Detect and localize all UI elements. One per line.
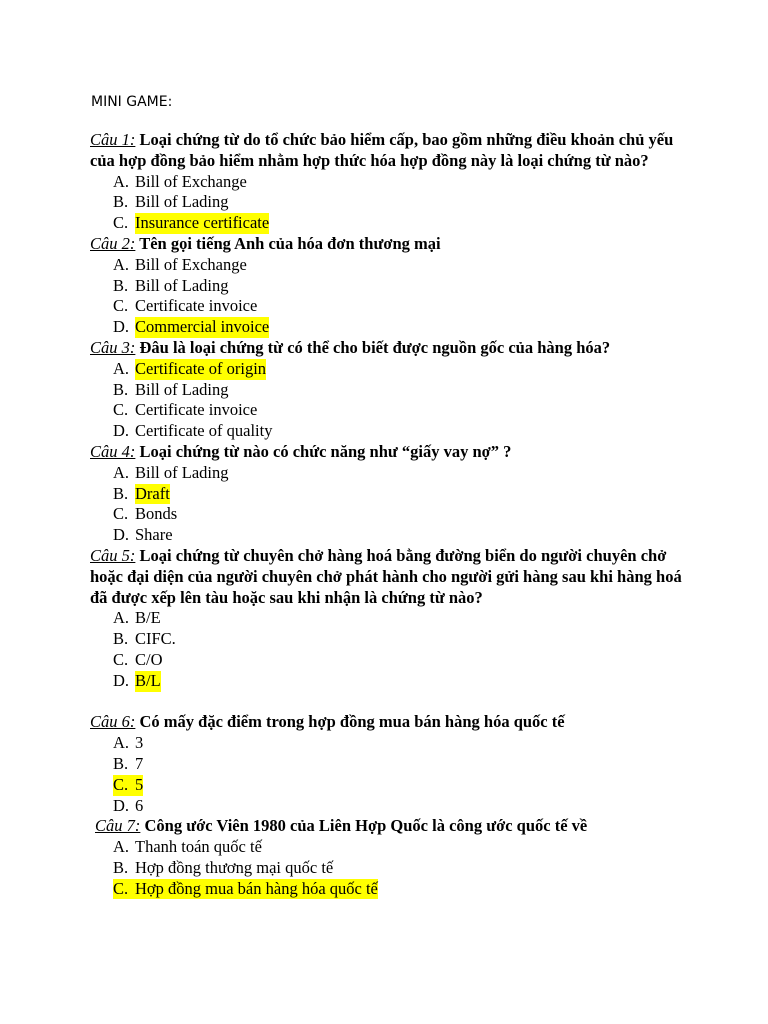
option-6a [90, 733, 690, 754]
question-4 [90, 442, 690, 546]
option-letter: D. [113, 670, 130, 690]
option-letter: A. [113, 462, 130, 482]
option-text: 6 [135, 795, 144, 815]
question-list [90, 130, 690, 899]
option-text: CIFC. [135, 629, 176, 649]
question-2-label: Câu 2: [90, 233, 136, 253]
option-letter: A. [113, 171, 130, 191]
option-5d-answer [90, 671, 690, 692]
option-4c [90, 504, 690, 525]
option-1a [90, 172, 690, 193]
option-letter: A. [113, 837, 130, 857]
option-4b-answer [90, 484, 690, 505]
option-text: Certificate of quality [135, 421, 273, 441]
option-letter-highlighted: C. [113, 879, 135, 900]
question-7-options [90, 837, 690, 899]
option-letter: B. [113, 753, 129, 773]
option-letter-highlighted: C. [113, 775, 135, 796]
option-text: 7 [135, 753, 144, 773]
blank-line [90, 692, 690, 713]
question-2-text: Tên gọi tiếng Anh của hóa đơn thương mại [135, 233, 441, 253]
option-text: Bill of Lading [135, 379, 229, 399]
question-3 [90, 338, 690, 442]
question-5-text: Loại chứng từ chuyên chở hàng hoá bằng đường biển do người chuyên chở hoặc đại diện của người chuyên chở phát hành cho người gửi hàng sau khi hàng hoá đã được xếp lên tàu hoặc sau khi nhận là chứng từ nào? [90, 545, 682, 607]
option-1b [90, 192, 690, 213]
question-5-prompt [90, 546, 690, 608]
option-text: Certificate invoice [135, 400, 258, 420]
question-1-prompt [90, 130, 690, 172]
option-text-highlighted: Hợp đồng mua bán hàng hóa quốc tế [135, 878, 378, 898]
option-text: Bill of Lading [135, 192, 229, 212]
option-letter: D. [113, 525, 130, 545]
option-letter: A. [113, 733, 130, 753]
document-title: MINI GAME: [91, 94, 173, 110]
question-3-options [90, 359, 690, 442]
option-text: Hợp đồng thương mại quốc tế [135, 857, 334, 877]
option-2d-answer [90, 317, 690, 338]
question-2-prompt [90, 234, 690, 255]
question-3-prompt [90, 338, 690, 359]
option-6b [90, 754, 690, 775]
question-1-text: Loại chứng từ do tổ chức bảo hiểm cấp, bao gồm những điều khoản chủ yếu của hợp đồng bảo hiểm nhằm hợp thức hóa hợp đồng này là loại chứng từ nào? [90, 130, 674, 170]
option-text: C/O [135, 649, 163, 669]
option-2c [90, 296, 690, 317]
option-1c-answer [90, 213, 690, 234]
option-letter: D. [113, 795, 130, 815]
question-6-label: Câu 6: [90, 712, 136, 732]
question-6-prompt [90, 712, 690, 733]
option-letter: C. [113, 504, 129, 524]
option-text: Certificate invoice [135, 296, 258, 316]
option-text-highlighted: 5 [135, 774, 144, 794]
option-letter: C. [113, 400, 129, 420]
option-text: Bonds [135, 504, 178, 524]
option-4d [90, 525, 690, 546]
option-letter: B. [113, 379, 129, 399]
option-6d [90, 796, 690, 817]
option-5c [90, 650, 690, 671]
question-4-prompt [90, 442, 690, 463]
question-5-options [90, 608, 690, 691]
question-1-options [90, 172, 690, 234]
option-3a-answer [90, 359, 690, 380]
question-4-label: Câu 4: [90, 441, 136, 461]
option-text-highlighted: Certificate of origin [135, 358, 267, 378]
question-3-text: Đâu là loại chứng từ có thể cho biết được nguồn gốc của hàng hóa? [135, 337, 611, 357]
option-text-highlighted: B/L [135, 670, 161, 690]
option-7b [90, 858, 690, 879]
option-7c-answer [90, 879, 690, 900]
option-text: 3 [135, 733, 144, 753]
option-letter: C. [113, 649, 129, 669]
option-text-highlighted: Commercial invoice [135, 317, 270, 337]
option-2a [90, 255, 690, 276]
option-letter: A. [113, 358, 130, 378]
question-6 [90, 712, 690, 816]
option-5b [90, 629, 690, 650]
option-letter: B. [113, 629, 129, 649]
question-5 [90, 546, 690, 692]
option-text: Bill of Lading [135, 275, 229, 295]
option-text: B/E [135, 608, 161, 628]
option-letter: B. [113, 483, 129, 503]
option-3b [90, 380, 690, 401]
question-7-text: Công ước Viên 1980 của Liên Hợp Quốc là công ước quốc tế về [140, 816, 588, 836]
option-6c-answer [90, 775, 690, 796]
option-2b [90, 276, 690, 297]
option-text: Bill of Exchange [135, 171, 247, 191]
question-6-options [90, 733, 690, 816]
option-3d [90, 421, 690, 442]
option-text: Thanh toán quốc tế [135, 837, 262, 857]
option-letter: D. [113, 317, 130, 337]
question-1 [90, 130, 690, 234]
question-4-options [90, 463, 690, 546]
question-7 [90, 816, 690, 899]
option-text-highlighted: Draft [135, 483, 170, 503]
option-letter: A. [113, 254, 130, 274]
option-text-highlighted: Insurance certificate [135, 213, 270, 233]
option-text: Share [135, 525, 173, 545]
option-3c [90, 400, 690, 421]
question-1-label: Câu 1: [90, 130, 136, 149]
question-6-text: Có mấy đặc điểm trong hợp đồng mua bán hàng hóa quốc tế [135, 712, 565, 732]
option-5a [90, 608, 690, 629]
question-4-text: Loại chứng từ nào có chức năng như “giấy vay nợ” ? [135, 441, 512, 461]
question-7-prompt [90, 816, 690, 837]
option-7a [90, 837, 690, 858]
option-letter: B. [113, 192, 129, 212]
option-letter: D. [113, 421, 130, 441]
option-text: Bill of Exchange [135, 254, 247, 274]
option-4a [90, 463, 690, 484]
option-text: Bill of Lading [135, 462, 229, 482]
question-3-label: Câu 3: [90, 337, 136, 357]
question-2-options [90, 255, 690, 338]
option-letter: C. [113, 213, 129, 233]
option-letter: B. [113, 275, 129, 295]
option-letter: B. [113, 857, 129, 877]
option-letter: C. [113, 296, 129, 316]
question-7-label: Câu 7: [95, 816, 141, 836]
option-letter: A. [113, 608, 130, 628]
question-5-label: Câu 5: [90, 545, 136, 565]
question-2 [90, 234, 690, 338]
